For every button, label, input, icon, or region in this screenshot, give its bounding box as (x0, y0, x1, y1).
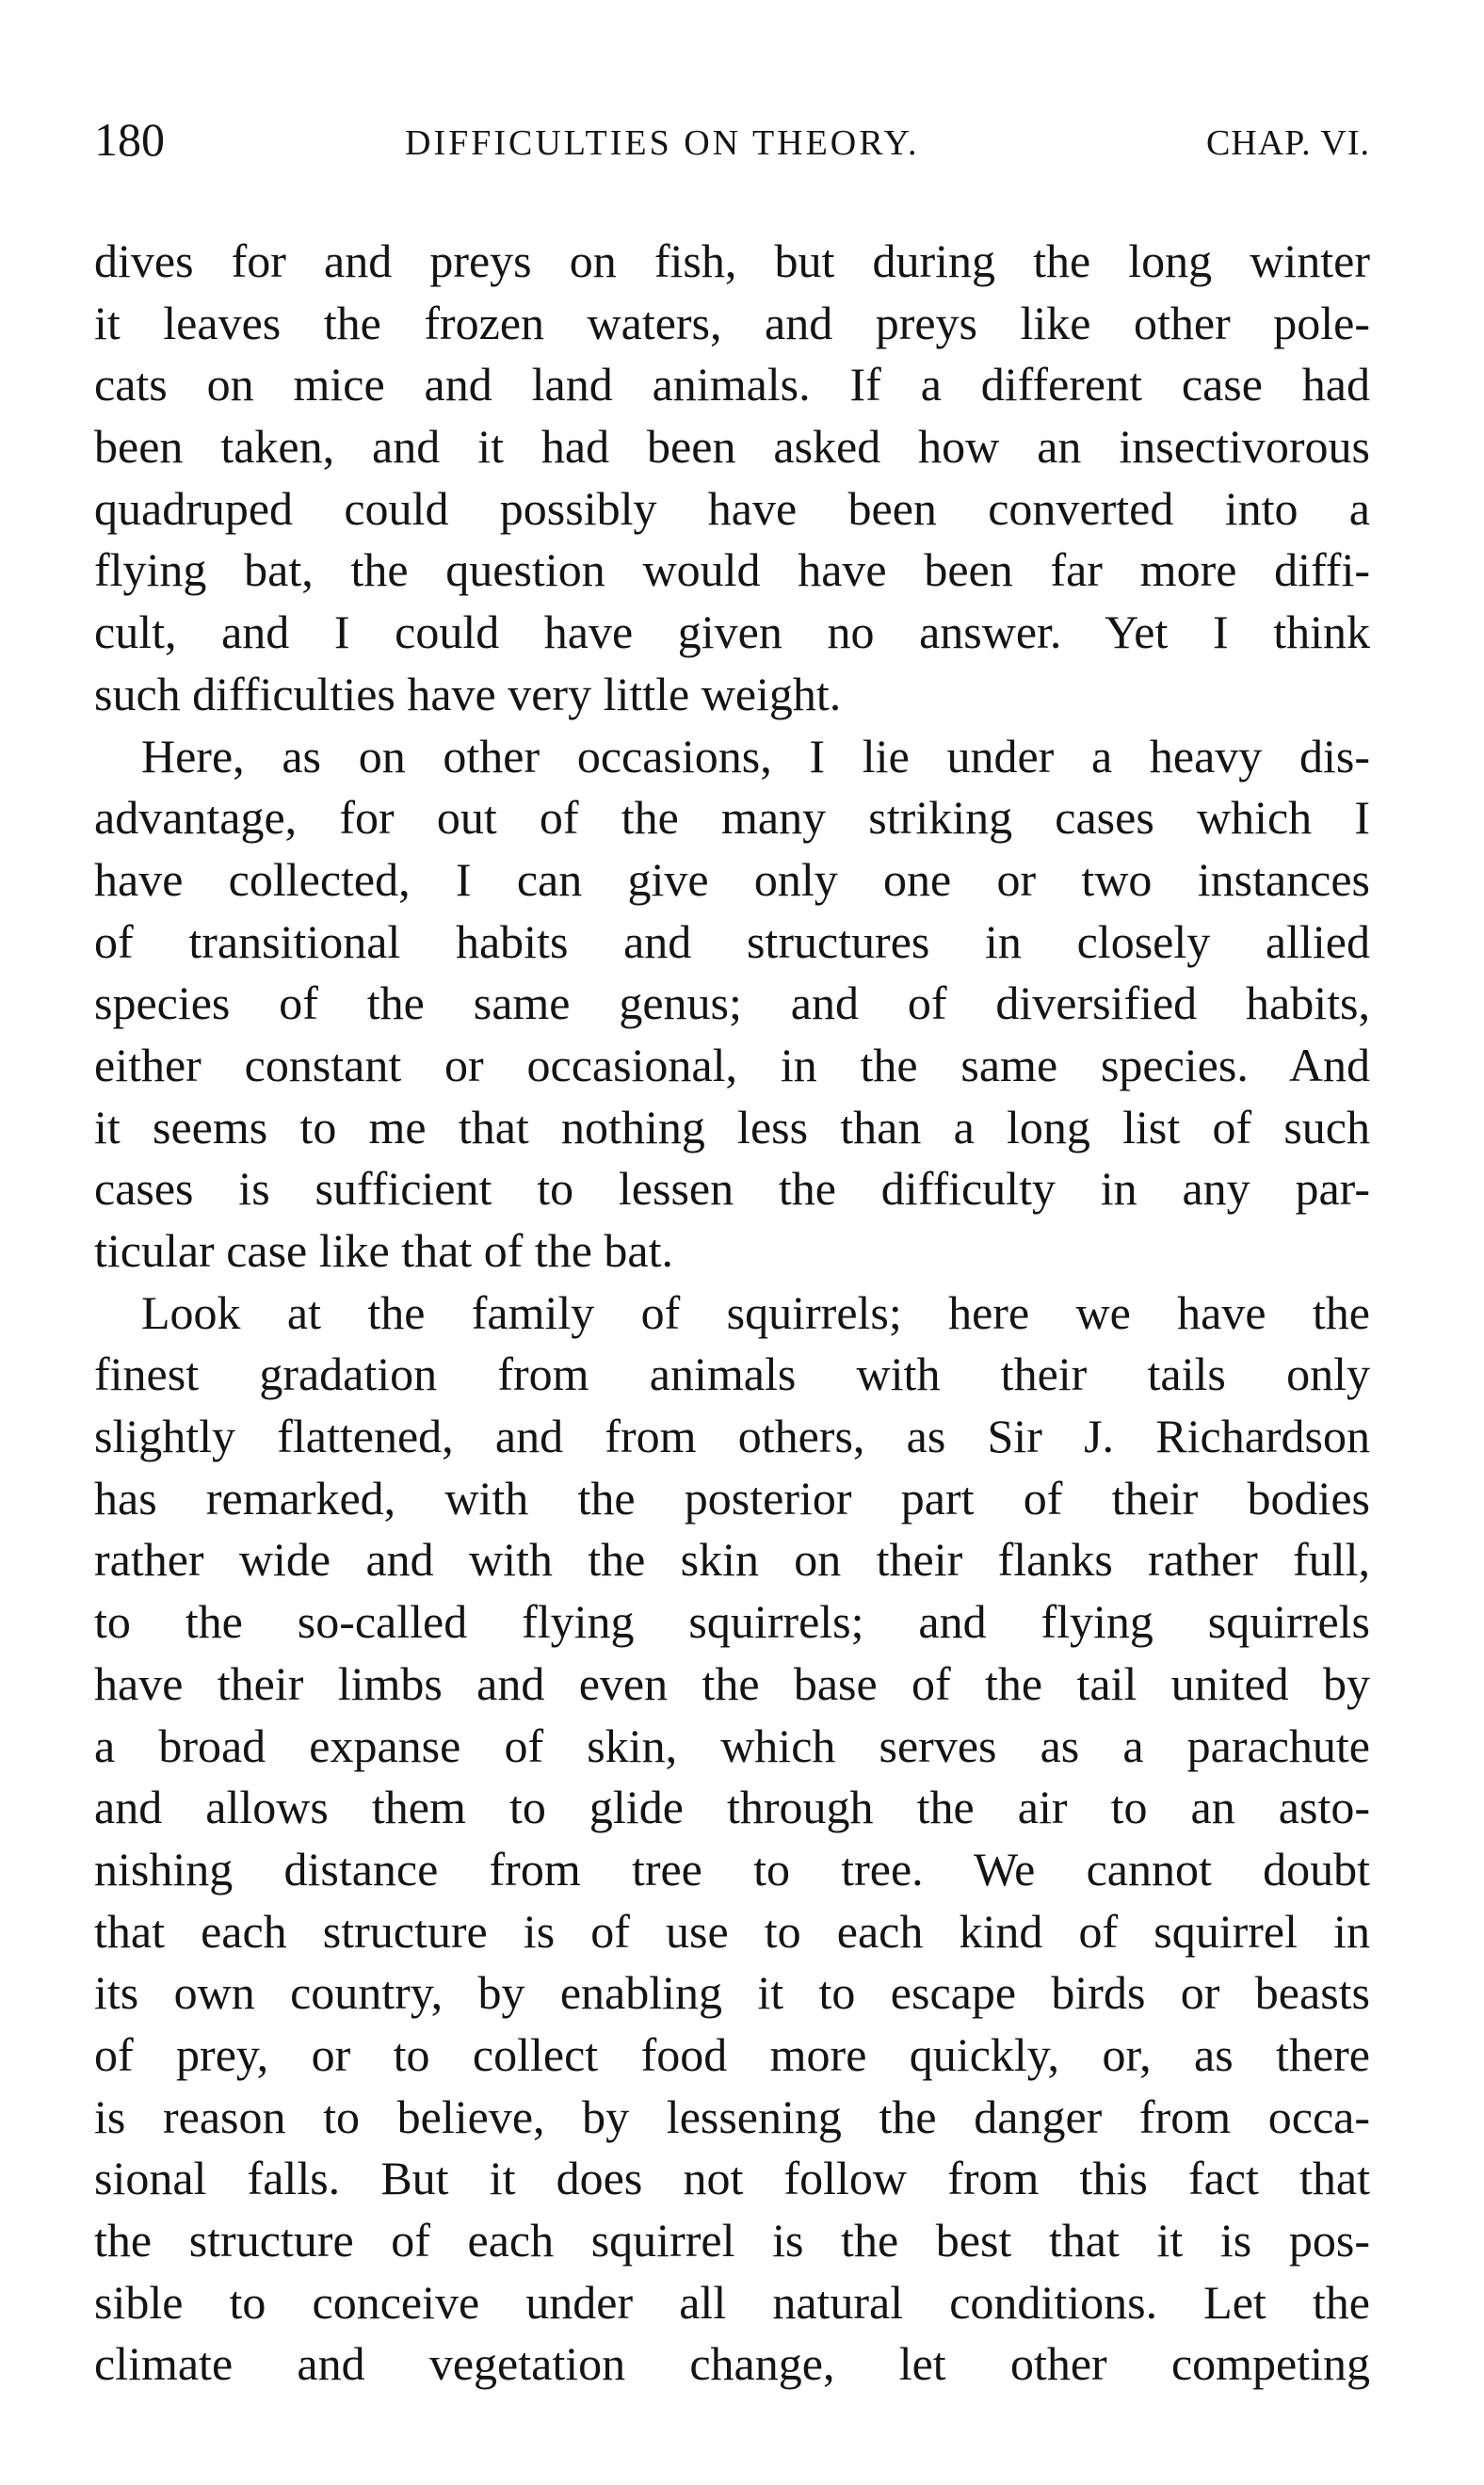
text-line: of prey, or to collect food more quickly, or, as there (94, 2027, 1370, 2081)
text-line: that each structure is of use to each kind of squirrel in (94, 1904, 1370, 1958)
text-line: have collected, I can give only one or two instances (94, 852, 1370, 906)
running-head (94, 111, 1370, 168)
text-line: cats on mice and land animals. If a different case had (94, 358, 1370, 411)
text-line: species of the same genus; and of diversified habits, (94, 976, 1370, 1030)
paragraph-start-line: Here, as on other occasions, I lie under a heavy dis- (141, 729, 1370, 783)
text-line: have their limbs and even the base of the tail united by (94, 1656, 1370, 1710)
chapter-label: CHAP. VI. (1205, 123, 1370, 163)
text-line: it leaves the frozen waters, and preys like other pole- (94, 296, 1370, 349)
page-number: 180 (94, 113, 165, 166)
text-line: either constant or occasional, in the same species. And (94, 1038, 1370, 1091)
text-line: cases is sufficient to lessen the difficulty in any par- (94, 1162, 1370, 1216)
text-line: is reason to believe, by lessening the danger from occa- (94, 2090, 1370, 2143)
text-line: it seems to me that nothing less than a long list of such (94, 1100, 1370, 1154)
text-line: of transitional habits and structures in closely allied (94, 914, 1370, 968)
text-line: nishing distance from tree to tree. We cannot doubt (94, 1842, 1370, 1896)
text-line: rather wide and with the skin on their flanks rather full, (94, 1533, 1370, 1587)
text-line: its own country, by enabling it to escape birds or beasts (94, 1966, 1370, 2020)
text-line: sional falls. But it does not follow from this fact that (94, 2152, 1370, 2205)
text-line: advantage, for out of the many striking cases which I (94, 791, 1370, 845)
text-line: finest gradation from animals with their tails only (94, 1347, 1370, 1401)
text-line: such difficulties have very little weight. (94, 667, 842, 720)
text-line: the structure of each squirrel is the best that it is pos- (94, 2214, 1370, 2267)
body-text (94, 231, 1370, 2396)
paragraph-start-line: Look at the family of squirrels; here we have the (141, 1285, 1370, 1339)
running-title: DIFFICULTIES ON THEORY. (405, 123, 920, 163)
text-line: cult, and I could have given no answer. Yet I think (94, 605, 1370, 659)
text-line: dives for and preys on fish, but during the long winter (94, 234, 1370, 287)
text-line: ticular case like that of the bat. (94, 1224, 674, 1277)
text-line: climate and vegetation change, let other competing (94, 2337, 1370, 2391)
text-line: has remarked, with the posterior part of their bodies (94, 1471, 1370, 1525)
text-line: to the so-called flying squirrels; and flying squirrels (94, 1595, 1370, 1649)
text-line: flying bat, the question would have been far more diffi- (94, 543, 1370, 597)
text-line: sible to conceive under all natural conditions. Let the (94, 2275, 1370, 2329)
text-line: been taken, and it had been asked how an insectivorous (94, 420, 1370, 474)
text-line: quadruped could possibly have been converted into a (94, 481, 1370, 535)
text-line: slightly flattened, and from others, as Sir J. Richardson (94, 1410, 1370, 1463)
text-line: a broad expanse of skin, which serves as a parachute (94, 1719, 1370, 1772)
text-line: and allows them to glide through the air to an asto- (94, 1781, 1370, 1834)
